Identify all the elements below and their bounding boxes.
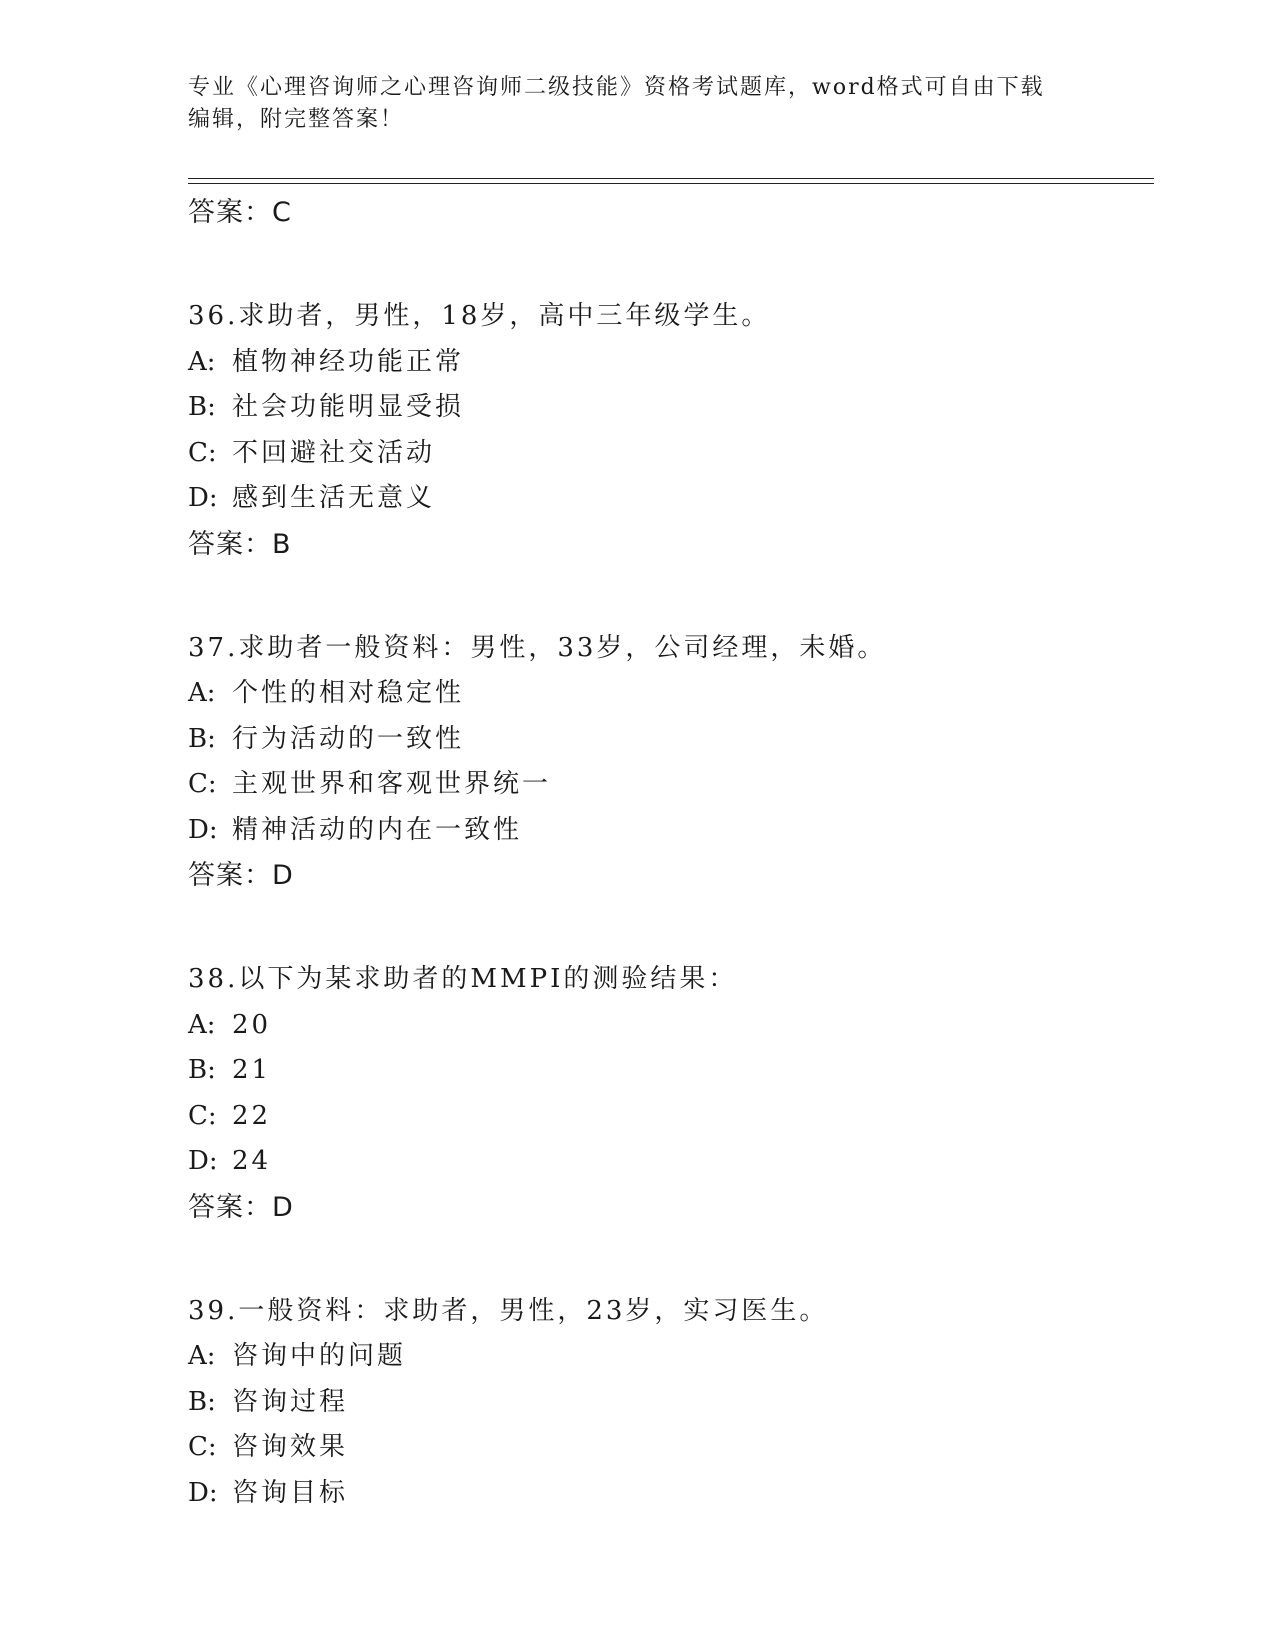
option-text: 感到生活无意义 [232,483,436,513]
option-letter: A: [188,1009,216,1040]
option-letter: D: [188,483,218,513]
option-text: 行为活动的一致性 [232,723,465,754]
option-letter: C: [188,437,217,468]
option-a [188,1003,1148,1049]
question-block-38 [188,957,1148,1231]
option-text: 主观世界和客观世界统一 [232,769,552,799]
option-b [188,717,1148,763]
option-text: 咨询效果 [232,1432,349,1462]
header-line-1: 专业《心理咨询师之心理咨询师二级技能》资格考试题库，word格式可自由下载 [188,75,1045,100]
option-text: 咨询中的问题 [232,1341,407,1371]
option-letter: A: [188,1341,216,1371]
option-d [188,1139,1148,1185]
option-letter: B: [188,723,216,754]
option-letter: C: [188,769,217,799]
answer-line: 答案：C [188,197,292,228]
option-letter: D: [188,814,218,845]
option-letter: B: [188,1055,216,1085]
answer-line: 答案：D [188,1191,294,1223]
option-text: 不回避社交活动 [232,437,436,468]
option-letter: B: [188,1386,216,1417]
header-line-2: 编辑，附完整答案！ [188,107,405,132]
question-text: 39.一般资料：求助者，男性，23岁，实习医生。 [188,1295,829,1326]
option-d [188,476,1148,522]
question-block-37 [188,626,1148,900]
question-block-36 [188,294,1148,568]
option-text: 24 [232,1146,272,1176]
question-text: 36.求助者，男性，18岁，高中三年级学生。 [188,301,771,331]
option-d [188,808,1148,854]
option-text: 植物神经功能正常 [232,346,465,377]
option-c [188,431,1148,477]
option-c [188,1094,1148,1140]
option-letter: D: [188,1146,218,1176]
option-c [188,762,1148,808]
option-d [188,1471,1148,1517]
page-header [188,72,1088,136]
option-text: 精神活动的内在一致性 [232,814,523,845]
header-divider-bottom [188,183,1154,184]
question-text: 37.求助者一般资料：男性，33岁，公司经理，未婚。 [188,632,887,663]
option-text: 咨询过程 [232,1386,349,1417]
option-letter: D: [188,1477,218,1508]
question-text: 38.以下为某求助者的MMPI的测验结果： [188,964,738,994]
option-b [188,385,1148,431]
option-letter: B: [188,392,216,422]
option-b [188,1380,1148,1426]
option-c [188,1425,1148,1471]
option-text: 20 [232,1009,272,1040]
answer-line: 答案：D [188,860,294,891]
option-letter: C: [188,1100,217,1131]
answer-line: 答案：B [188,528,292,560]
option-a [188,340,1148,386]
option-text: 社会功能明显受损 [232,392,465,422]
option-letter: A: [188,678,216,708]
question-block-39 [188,1289,1148,1517]
question-list [188,190,1148,1516]
header-divider-top [188,178,1154,179]
option-letter: C: [188,1432,217,1462]
option-letter: A: [188,346,216,377]
option-text: 咨询目标 [232,1477,349,1508]
option-a [188,1334,1148,1380]
option-text: 21 [232,1055,272,1085]
option-a [188,671,1148,717]
option-text: 22 [232,1100,272,1131]
option-text: 个性的相对稳定性 [232,678,465,708]
option-b [188,1048,1148,1094]
